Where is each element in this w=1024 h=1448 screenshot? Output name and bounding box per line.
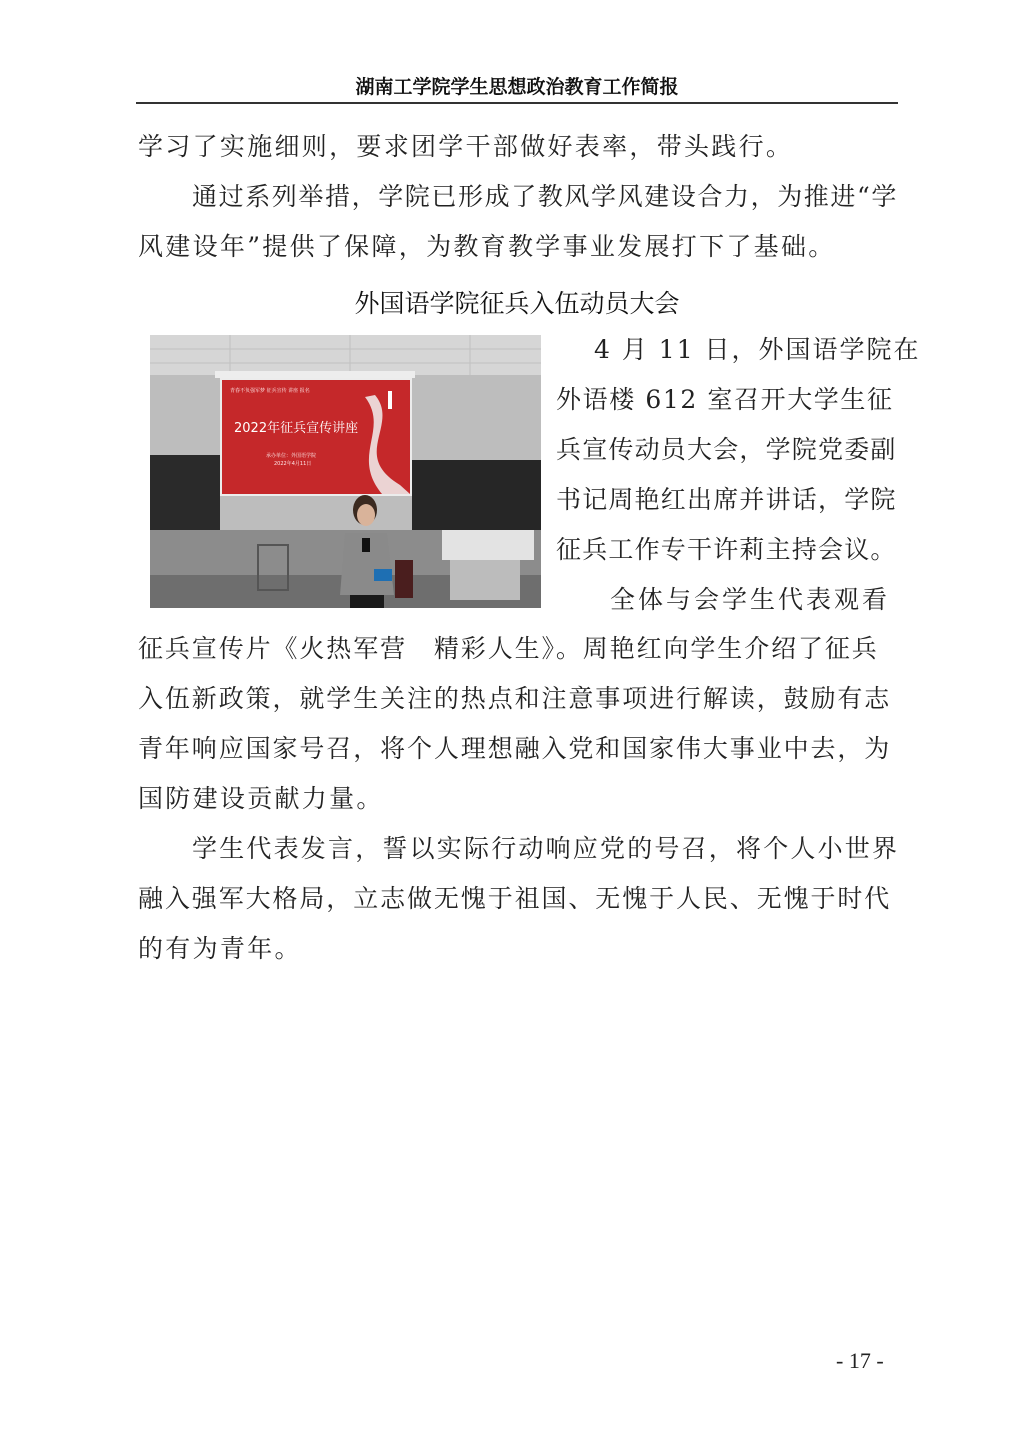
slide-footer-date: 2022年4月11日 [274,461,312,467]
slide-title: 2022年征兵宣传讲座 [234,421,359,436]
side-text-line: 兵宣传动员大会，学院党委副 [556,435,897,464]
slide-small-text: 青春不负强军梦 征兵宣传 讲座 报名 [230,388,310,394]
paragraph-line: 学生代表发言，誓以实际行动响应党的号召，将个人小世界 [192,834,900,863]
slide-footer-organizer: 承办单位：外国语学院 [266,453,317,459]
side-text-line: 外语楼 612 室召开大学生征 [556,385,894,414]
paragraph-line: 通过系列举措，学院已形成了教风学风建设合力，为推进“学 [192,182,898,211]
header-rule [136,102,898,104]
side-text-line: 征兵工作专干许莉主持会议。 [556,535,897,564]
paragraph-line: 国防建设贡献力量。 [138,784,384,813]
paragraph-line: 学习了实施细则，要求团学干部做好表率，带头践行。 [138,132,794,161]
article-title: 外国语学院征兵入伍动员大会 [354,289,680,318]
paragraph-line: 入伍新政策，就学生关注的热点和注意事项进行解读，鼓励有志 [138,684,892,713]
paragraph-line: 的有为青年。 [138,934,302,963]
page-number: - 17 - [836,1348,884,1373]
side-text-line: 4 月 11 日，外国语学院在 [594,335,921,364]
side-text-line: 全体与会学生代表观看 [610,585,891,614]
paragraph-line: 青年响应国家号召，将个人理想融入党和国家伟大事业中去，为 [138,734,892,763]
event-photo [150,335,541,608]
paragraph-line: 征兵宣传片《火热军营 精彩人生》。周艳红向学生介绍了征兵 [138,634,879,663]
header-title: 湖南工学院学生思想政治教育工作简报 [355,76,679,98]
paragraph-line: 风建设年”提供了保障，为教育教学事业发展打下了基础。 [138,232,836,261]
side-text-line: 书记周艳红出席并讲话，学院 [556,485,897,514]
paragraph-line: 融入强军大格局，立志做无愧于祖国、无愧于人民、无愧于时代 [138,884,892,913]
